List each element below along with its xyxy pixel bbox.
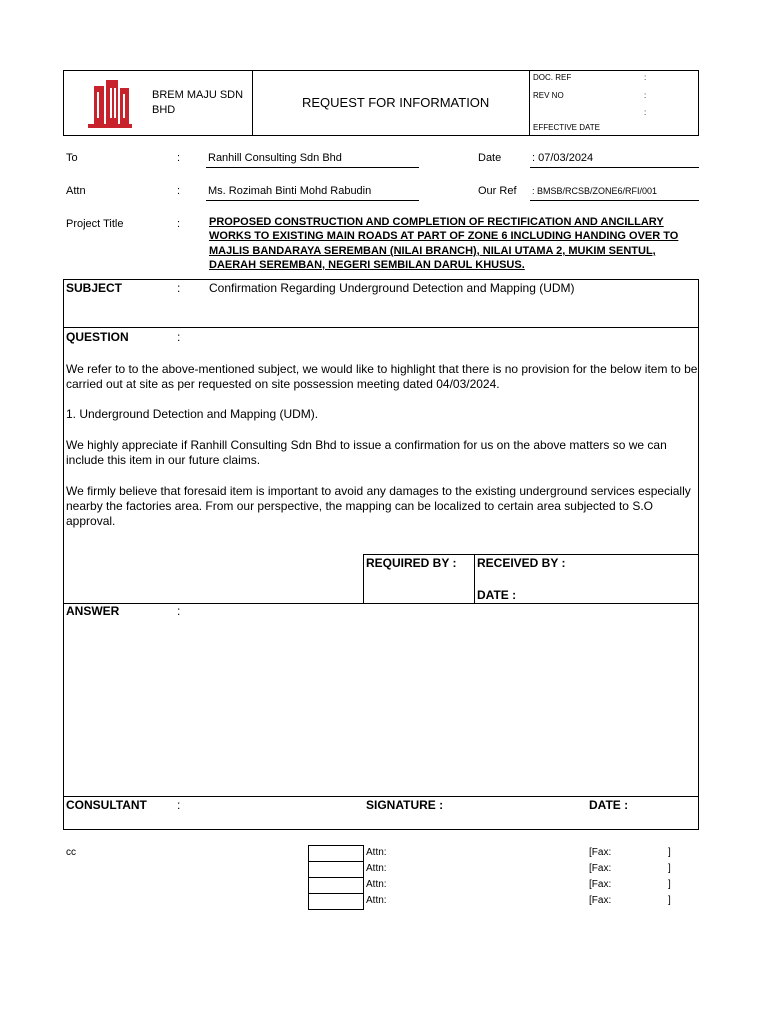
our-ref-label: Our Ref xyxy=(478,185,517,197)
date-label: Date xyxy=(478,152,502,164)
consultant-label: CONSULTANT xyxy=(66,798,147,812)
cc-box-2[interactable] xyxy=(308,861,364,878)
cc-label: cc xyxy=(66,847,76,858)
question-colon: : xyxy=(177,330,181,344)
cc-box-1[interactable] xyxy=(308,845,364,862)
our-ref-value: : BMSB/RCSB/ZONE6/RFI/001 xyxy=(532,186,658,196)
consultant-date-label: DATE : xyxy=(589,798,629,812)
company-logo xyxy=(86,76,136,130)
subject-value: Confirmation Regarding Underground Detection and Mapping (UDM) xyxy=(209,281,575,295)
doc-ref-colon: : xyxy=(644,73,647,82)
to-underline xyxy=(206,167,419,168)
project-title-line-4: DAERAH SEREMBAN, NEGERI SEMBILAN DARUL KHUSUS. xyxy=(209,259,525,271)
attn-label: Attn xyxy=(66,185,86,197)
required-mid-line xyxy=(474,554,475,603)
consultant-colon: : xyxy=(177,798,181,812)
consultant-divider xyxy=(63,796,699,797)
answer-divider xyxy=(63,603,699,604)
received-date-label: DATE : xyxy=(477,588,517,602)
answer-area[interactable] xyxy=(64,620,698,795)
cc-fax-close-3: ] xyxy=(668,879,671,890)
cc-attn-4: Attn: xyxy=(366,895,387,906)
project-title-line-3: MAJLIS BANDARAYA SEREMBAN (NILAI BRANCH), NILAI UTAMA 2, MUKIM SENTUL, xyxy=(209,245,656,257)
required-top-line xyxy=(363,554,699,555)
rev-no-colon: : xyxy=(644,91,647,100)
header-divider-1 xyxy=(252,70,253,136)
question-paragraph-3: We highly appreciate if Ranhill Consulting Sdn Bhd to issue a confirmation for us on the above matters so we can include this item in our future claims. xyxy=(66,438,667,467)
our-ref-underline xyxy=(530,200,699,201)
cc-fax-1: [Fax: xyxy=(589,847,612,858)
project-title-label: Project Title xyxy=(66,218,124,230)
required-by-label: REQUIRED BY : xyxy=(366,556,457,570)
cc-fax-3: [Fax: xyxy=(589,879,612,890)
header-divider-2 xyxy=(529,70,530,136)
project-title-line-1: PROPOSED CONSTRUCTION AND COMPLETION OF RECTIFICATION AND ANCILLARY xyxy=(209,216,664,228)
answer-colon: : xyxy=(177,604,181,618)
date-value: : 07/03/2024 xyxy=(532,152,594,164)
cc-fax-close-4: ] xyxy=(668,895,671,906)
received-by-label: RECEIVED BY : xyxy=(477,556,566,570)
cc-fax-close-1: ] xyxy=(668,847,671,858)
attn-colon: : xyxy=(177,185,181,197)
cc-fax-close-2: ] xyxy=(668,863,671,874)
question-paragraph-4: We firmly believe that foresaid item is important to avoid any damages to the existing underground services especially nearby the factories area. From our perspective, the mapping can be localized to certain area subjected to S.O approval. xyxy=(66,484,691,528)
to-colon: : xyxy=(177,152,181,164)
rev-no-label: REV NO xyxy=(533,91,564,100)
doc-title: REQUEST FOR INFORMATION xyxy=(302,95,490,110)
answer-label: ANSWER xyxy=(66,604,120,618)
cc-attn-1: Attn: xyxy=(366,847,387,858)
subject-divider xyxy=(63,327,699,328)
attn-underline xyxy=(206,200,419,201)
project-title-colon: : xyxy=(177,218,181,230)
signature-label: SIGNATURE : xyxy=(366,798,444,812)
subject-colon: : xyxy=(177,281,181,295)
required-left-line xyxy=(363,554,364,603)
project-title-line-2: WORKS TO EXISTING MAIN ROADS AT PART OF ZONE 6 INCLUDING HANDING OVER TO xyxy=(209,230,679,242)
question-paragraph-2: 1. Underground Detection and Mapping (UDM). xyxy=(66,407,319,421)
to-value: Ranhill Consulting Sdn Bhd xyxy=(208,152,342,164)
cc-box-3[interactable] xyxy=(308,877,364,894)
cc-attn-2: Attn: xyxy=(366,863,387,874)
effective-date-label: EFFECTIVE DATE xyxy=(533,123,600,132)
attn-value: Ms. Rozimah Binti Mohd Rabudin xyxy=(208,185,372,197)
effective-colon: : xyxy=(644,108,647,117)
question-label: QUESTION xyxy=(66,330,129,344)
cc-box-4[interactable] xyxy=(308,893,364,910)
to-label: To xyxy=(66,152,78,164)
company-name: BREM MAJU SDN BHD xyxy=(152,89,244,116)
cc-fax-4: [Fax: xyxy=(589,895,612,906)
cc-attn-3: Attn: xyxy=(366,879,387,890)
cc-fax-2: [Fax: xyxy=(589,863,612,874)
date-underline xyxy=(530,167,699,168)
subject-label: SUBJECT xyxy=(66,281,123,295)
question-paragraph-1: We refer to to the above-mentioned subject, we would like to highlight that there is no provision for the below item to be carried out at site as per requested on site possession meeting dated 04/03/2024. xyxy=(66,362,698,391)
doc-ref-label: DOC. REF xyxy=(533,73,572,82)
